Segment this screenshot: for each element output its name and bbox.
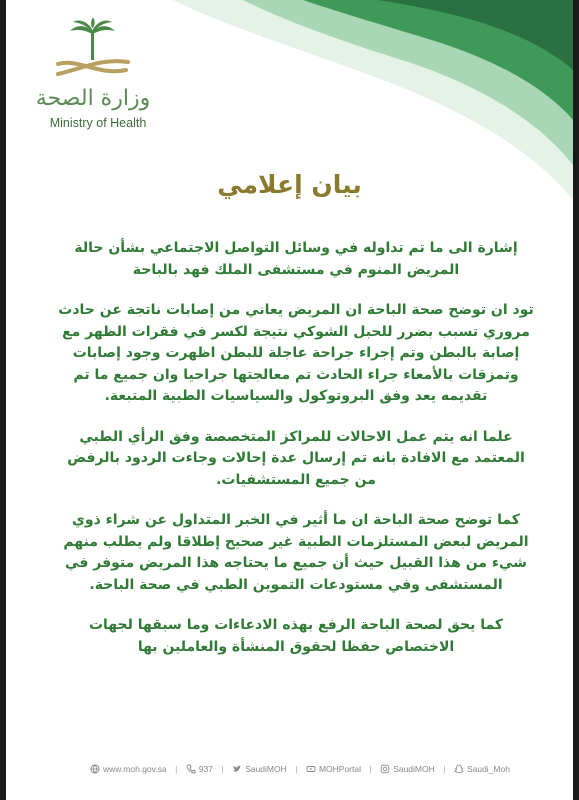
paragraph-2: تود ان توضح صحة الباحة ان المريض يعاني من إصابات ناتجة عن حادث مروري تسبب بضرر للحبل الشوكي نتيجة لكسر في فقرات الظهر مع إصابة بالبطن وتم إجراء جراحة عاجلة للبطن اظهرت وجود إصابات وتمزقات بالأمعاء جراء الحادث تم معالجتها جراحيا وان جميع ما تم تقديمه يعد وفق البروتوكول والسياسيات الطبية المتبعة. (58, 302, 534, 404)
footer-twitter[interactable] (232, 764, 287, 774)
moh-logo (28, 18, 168, 138)
paragraph-4: كما توضح صحة الباحة ان ما أثير في الخبر المتداول عن شراء ذوي المريض لبعض المستلزمات الطبية غير صحيح إطلاقا ولم يطلب منهم شيء من هذا القبيل حيث أن جميع ما يحتاجه هذا المريض متوفر في المستشفى وفي مستودعات التموين الطبي في صحة الباحة. (63, 512, 529, 593)
instagram-text: SaudiMOH (393, 764, 435, 774)
youtube-text: MOHPortal (318, 764, 361, 774)
footer-website[interactable] (90, 764, 167, 774)
snapchat-text: Saudi_Moh (466, 764, 510, 774)
footer-contacts (90, 764, 510, 774)
snapchat-icon (454, 764, 464, 774)
footer-instagram[interactable] (380, 764, 435, 774)
divider: | (369, 764, 372, 774)
instagram-icon (380, 764, 390, 774)
globe-icon (90, 764, 100, 774)
twitter-icon (232, 764, 242, 774)
paragraph-3: علما انه يتم عمل الاحالات للمراكز المتخصصة وفق الرأي الطبي المعتمد مع الافادة بانه تم إرسال عدة إحالات وجاءت الردود بالرفض من جميع المستشفيات. (67, 428, 525, 488)
divider: | (221, 764, 224, 774)
phone-text: 937 (198, 764, 213, 774)
footer-phone[interactable] (186, 764, 213, 774)
logo-english-name: Ministry of Health (49, 116, 147, 130)
youtube-icon (306, 764, 316, 774)
palm-swords-emblem (28, 18, 168, 86)
page-title: بيان إعلامي (217, 170, 362, 199)
paragraph-1: إشارة الى ما تم تداوله في وسائل التواصل الاجتماعي بشأن حالة المريض المنوم في مستشفى الملك فهد بالباحة (74, 240, 518, 278)
twitter-text: SaudiMOH (245, 764, 287, 774)
paragraph-5: كما يحق لصحة الباحة الرفع بهذه الادعاءات وما سبقها لجهات الاختصاص حفظا لحقوق المنشأة والعاملين بها (88, 617, 504, 655)
logo-arabic-name: وزارة الصحة (35, 86, 151, 111)
divider: | (295, 764, 298, 774)
statement-body (56, 238, 536, 677)
phone-icon (186, 764, 196, 774)
letter-page (6, 0, 573, 800)
footer-youtube[interactable] (306, 764, 361, 774)
divider: | (175, 764, 178, 774)
footer-snapchat[interactable] (454, 764, 510, 774)
website-text: www.moh.gov.sa (103, 764, 167, 774)
divider: | (443, 764, 446, 774)
